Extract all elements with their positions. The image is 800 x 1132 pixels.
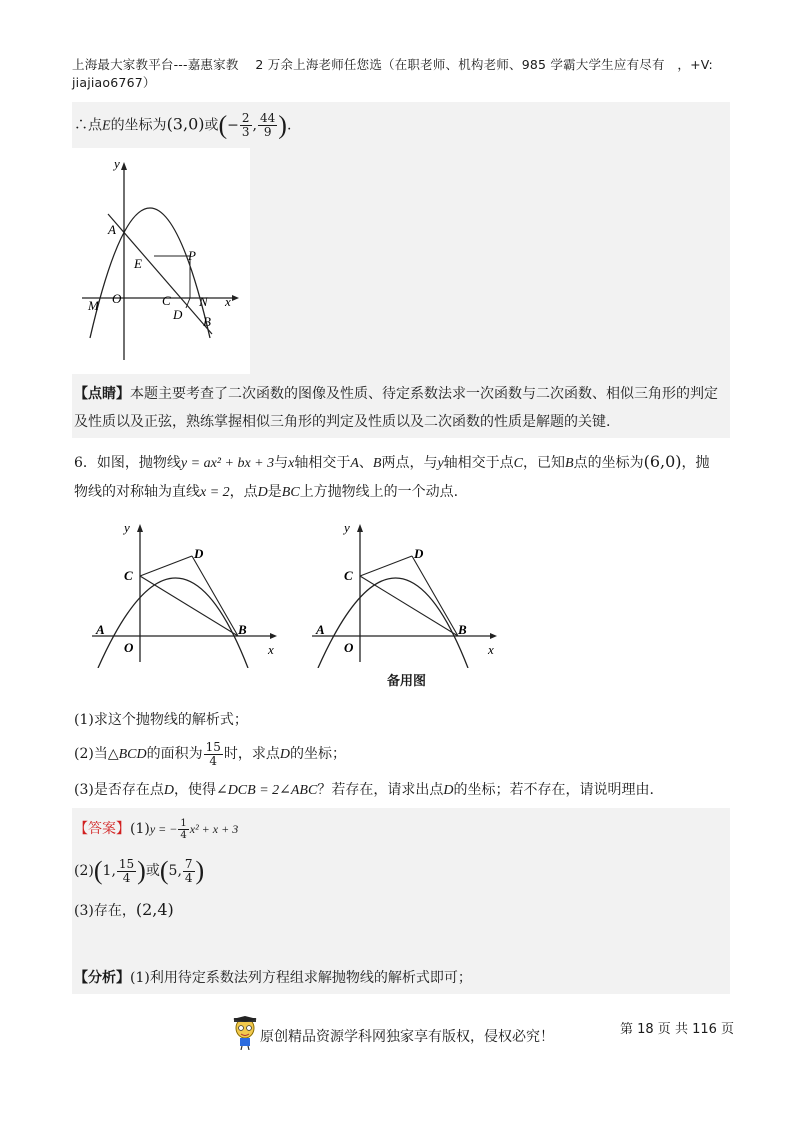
fig3-c-label: C bbox=[344, 568, 353, 583]
spare-figure-caption: 备用图 bbox=[387, 674, 427, 689]
fig1-m-label: M bbox=[88, 298, 99, 313]
figure-1 bbox=[72, 148, 250, 374]
fig1-a-label: A bbox=[108, 222, 116, 237]
fig3-o-label: O bbox=[344, 640, 354, 655]
answer-1: 【答案】(1)y = − $\frac{1}{4}$ x² + x + 3 bbox=[74, 817, 239, 841]
parabola-equation: y = ax² + bx + 3 bbox=[180, 456, 275, 471]
point-b-coord: (6,0) bbox=[643, 452, 682, 471]
fig1-x-label: x bbox=[225, 294, 231, 309]
point-e-label: E bbox=[102, 118, 111, 134]
answer-2-fraction-2: $\frac{7}{4}$ bbox=[184, 856, 193, 885]
header-line-2: jiajiao6767） bbox=[72, 75, 156, 90]
header-line-1: 上海最大家教平台---嘉惠家教 2 万余上海老师任您选（在职老师、机构老师、985 学霸大学生应有尽有 ，+V: bbox=[72, 57, 713, 72]
fig1-n-label: N bbox=[199, 294, 208, 309]
question-1: (1)求这个抛物线的解析式； bbox=[74, 712, 248, 728]
fig3-d-label: D bbox=[414, 546, 424, 561]
fig1-c-label: C bbox=[162, 293, 171, 308]
fig1-o-label: O bbox=[112, 291, 122, 306]
mascot-icon bbox=[232, 1016, 258, 1050]
answer-3-coord: (2,4) bbox=[135, 900, 174, 919]
fraction-44-9: $\frac{44}{9}$ bbox=[260, 111, 276, 139]
coord-e1: (3,0) bbox=[166, 114, 205, 134]
problem-line-2: 物线的对称轴为直线x = 2，点D是BC上方抛物线上的一个动点. bbox=[74, 484, 459, 500]
area-fraction: $\frac{15}{4}$ bbox=[205, 739, 221, 768]
comment-line-1: 【点睛】本题主要考查了二次函数的图像及性质、待定系数法求一次函数与二次函数、相似三角形的判定 bbox=[74, 386, 718, 402]
neg-sign: − bbox=[227, 117, 239, 134]
fig1-p-label: P bbox=[188, 248, 196, 263]
symmetry-axis: x = 2 bbox=[200, 485, 230, 500]
page-number: 第 18 页 共 116 页 bbox=[620, 1022, 735, 1037]
comment-line-2: 及性质以及正弦，熟练掌握相似三角形的判定及性质以及二次函数的性质是解题的关键. bbox=[74, 414, 611, 430]
answer-coef-fraction: $\frac{1}{4}$ bbox=[180, 817, 187, 841]
problem-line-1: 6．如图，抛物线y = ax² + bx + 3与x轴相交于A、B两点，与y轴相交于点C，已知B点的坐标为(6,0)，抛 bbox=[74, 452, 710, 471]
fig3-b-label: B bbox=[458, 622, 467, 637]
fig3-a-label: A bbox=[316, 622, 325, 637]
question-2: (2)当△BCD的面积为 $\frac{15}{4}$ 时，求点D的坐标； bbox=[74, 739, 347, 768]
question-3: (3)是否存在点D，使得∠DCB = 2∠ABC？若存在，请求出点D的坐标；若不存在，请说明理由. bbox=[74, 782, 654, 798]
page-header bbox=[72, 56, 732, 92]
fig2-d-label: D bbox=[194, 546, 204, 561]
fig2-y-label: y bbox=[124, 520, 130, 535]
figure-2 bbox=[88, 518, 284, 668]
analysis-tag: 【分析】 bbox=[74, 970, 130, 986]
fig2-a-label: A bbox=[96, 622, 105, 637]
answer-2-fraction-1: $\frac{15}{4}$ bbox=[118, 856, 135, 885]
therefore-text: ∴点 bbox=[74, 117, 102, 134]
previous-conclusion: ∴点E的坐标为(3,0)或(− $\frac{2}{3}$ , $\frac{44}{9}$ ). bbox=[74, 110, 292, 140]
fig1-b-label: B bbox=[203, 314, 211, 329]
copyright-notice: 原创精品资源学科网独家享有版权，侵权必究！ bbox=[260, 1029, 554, 1045]
analysis-line: 【分析】(1)利用待定系数法列方程组求解抛物线的解析式即可； bbox=[74, 970, 472, 986]
fraction-2-3: $\frac{2}{3}$ bbox=[241, 111, 250, 139]
answer-3: (3)存在，(2,4) bbox=[74, 900, 174, 919]
coord-text: 的坐标为 bbox=[110, 117, 167, 134]
or-text: 或 bbox=[204, 117, 219, 134]
figure-3-spare bbox=[308, 518, 504, 668]
answer-tag: 【答案】 bbox=[74, 821, 130, 837]
problem-number: 6． bbox=[74, 455, 97, 471]
fig2-o-label: O bbox=[124, 640, 134, 655]
answer-2: (2)(1, $\frac{15}{4}$ )或(5, $\frac{7}{4}$ ) bbox=[74, 856, 205, 885]
fig3-x-label: x bbox=[488, 642, 494, 657]
fig1-y-label: y bbox=[114, 156, 120, 171]
fig2-x-label: x bbox=[268, 642, 274, 657]
fig3-y-label: y bbox=[344, 520, 350, 535]
fig1-e-label: E bbox=[134, 256, 142, 271]
fig2-c-label: C bbox=[124, 568, 133, 583]
fig1-d-label: D bbox=[173, 307, 183, 322]
comment-tag: 【点睛】 bbox=[74, 386, 130, 402]
angle-condition: ∠DCB = 2∠ABC bbox=[215, 783, 318, 798]
fig2-b-label: B bbox=[238, 622, 247, 637]
